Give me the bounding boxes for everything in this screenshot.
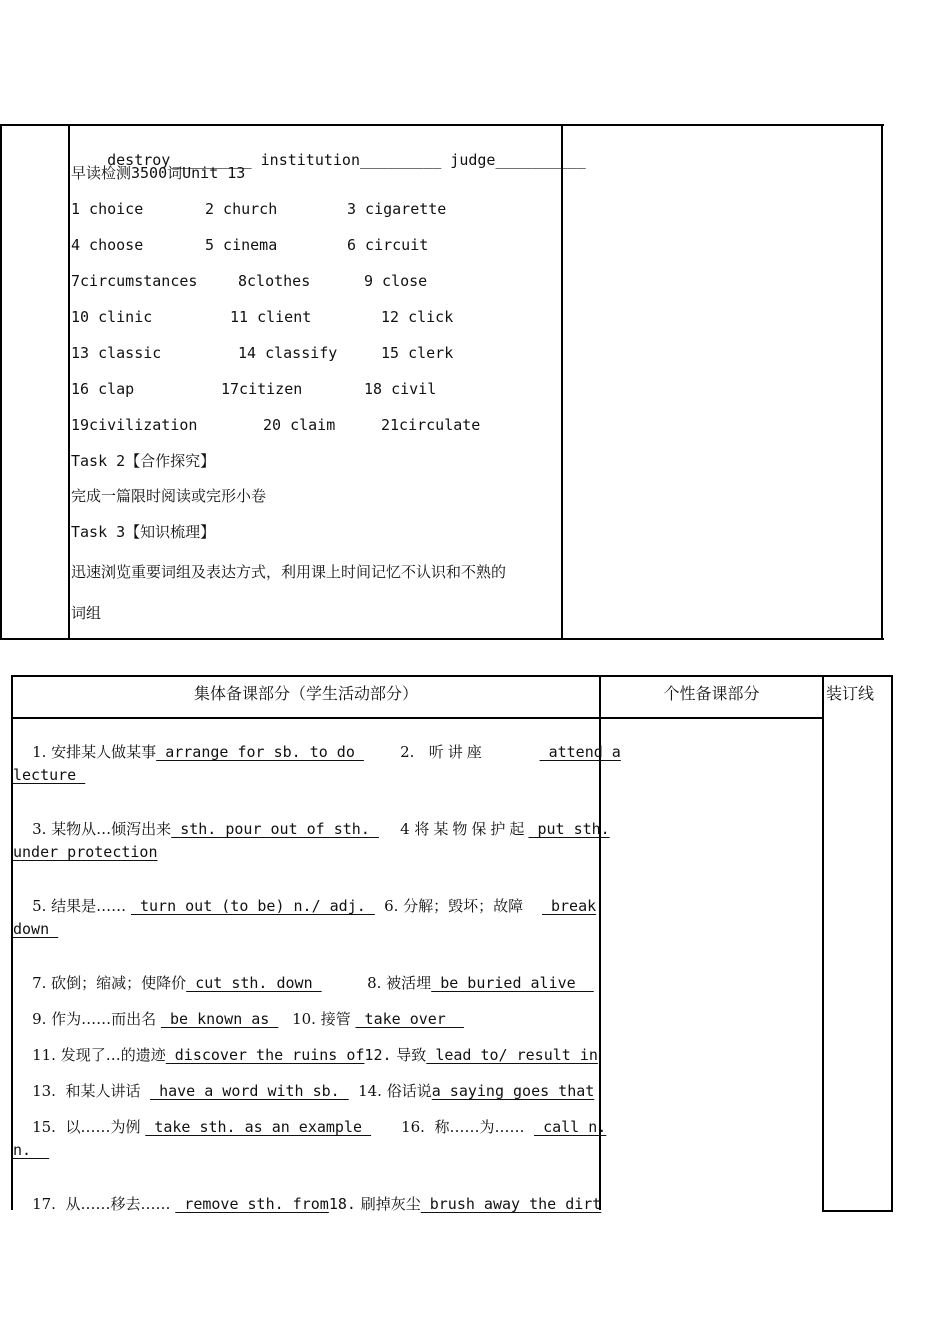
task3-title: Task 3【知识梳理】 [71,523,216,541]
item-chinese: 发现了…的遗迹 [60,1046,166,1064]
header-main: 集体备课部分（学生活动部分） [193,684,418,703]
phrase-continuation: down [13,920,59,938]
item-english: attend a [539,743,621,761]
item-number: 13. [32,1082,56,1100]
item-chinese: 安排某人做某事 [51,743,157,761]
item-number: 12. [364,1046,392,1064]
word-cell: 2 church [205,200,278,218]
word-cell: 10 clinic [71,308,153,326]
item-number: 9. [32,1010,47,1028]
word-cell: 12 click [381,308,454,326]
item-number: 11. [32,1046,56,1064]
item-english: have a word with sb. [150,1082,349,1100]
word-judge: judge [441,151,496,169]
item-number: 8. [367,974,382,992]
item-english: lead to/ result in [426,1046,598,1064]
item-chinese: 以……为例 [65,1118,141,1136]
header-binding: 装订线 [826,684,875,703]
item-chinese: 刷掉灰尘 [360,1195,421,1213]
phrase-row [13,1100,371,1154]
table1-border-right [881,124,883,640]
phrase-row [382,1100,606,1154]
word-destroy: destroy [107,151,171,169]
unit-line: 早读检测3500词Unit 13 [71,164,246,182]
word-cell: 9 close [364,272,428,290]
table2-divider-binding [822,675,824,1212]
task2-desc: 完成一篇限时阅读或完形小卷 [71,487,267,505]
phrase-continuation: lecture [13,766,86,784]
item-english: be known as [160,1010,279,1028]
item-chinese: 作为……而出名 [51,1010,157,1028]
word-cell: 6 circuit [347,236,429,254]
item-chinese: 某物从…倾泻出来 [51,820,172,838]
blank-judge: __________ [495,151,586,169]
task3-desc-line1: 迅速浏览重要词组及表达方式，利用课上时间记忆不认识和不熟的 [71,563,507,581]
phrase-row [13,1177,601,1231]
task3-desc-line2: 词组 [71,604,102,622]
item-number: 18. [328,1195,356,1213]
item-english: take sth. as an example [145,1118,372,1136]
word-cell: 1 choice [71,200,144,218]
word-cell: 14 classify [238,344,338,362]
item-chinese: 将某物保护起 [414,820,529,838]
blank-destroy: _________ [170,151,252,169]
phrase-row [365,879,596,933]
word-cell: 16 clap [71,380,135,398]
item-chinese: 砍倒；缩减；使降价 [51,974,187,992]
phrase-continuation: under protection [13,843,158,861]
word-cell: 15 clerk [381,344,454,362]
item-english: brush away the dirt [420,1195,602,1213]
word-cell: 20 claim [263,416,336,434]
item-english: be buried alive [431,974,594,992]
word-cell: 3 cigarette [347,200,447,218]
item-chinese: 分解；毁坏；故障 [403,897,524,915]
blank-institution: _________ [360,151,442,169]
item-english: sth. pour out of sth. [171,820,379,838]
item-number: 7. [32,974,47,992]
item-english: arrange for sb. to do [156,743,364,761]
word-cell: 7circumstances [71,272,198,290]
table2-border-right [891,675,893,1212]
item-english: cut sth. down [186,974,322,992]
item-english: turn out (to be) n./ adj. [130,897,375,915]
item-number: 6. [384,897,399,915]
header-personal: 个性备课部分 [663,684,760,703]
table1-border-left [0,124,2,640]
word-cell: 17citizen [221,380,303,398]
phrase-row [381,725,621,779]
phrase-continuation: n. [13,1141,50,1159]
table2-header-bottom [11,717,824,719]
item-number: 10. [292,1010,316,1028]
word-cell: 19civilization [71,416,198,434]
item-chinese: 导致 [396,1046,427,1064]
table1-border-top [0,124,884,126]
word-cell: 13 classic [71,344,162,362]
word-institution: institution [251,151,360,169]
item-number: 17. [32,1195,56,1213]
item-english: a saying goes that [431,1082,595,1100]
item-english: call n. [534,1118,607,1136]
item-chinese: 接管 [320,1010,351,1028]
item-english: discover the ruins of [165,1046,365,1064]
item-chinese: 俗话说 [386,1082,432,1100]
item-number: 14. [358,1082,382,1100]
item-english: remove sth. from [175,1195,329,1213]
item-english: take over [355,1010,464,1028]
item-chinese: 和某人讲话 [65,1082,141,1100]
task2-title: Task 2【合作探究】 [71,452,216,470]
word-cell: 18 civil [364,380,437,398]
item-chinese: 听讲座 [428,743,486,761]
item-number: 1. [32,743,47,761]
item-chinese: 结果是…… [51,897,127,915]
item-number: 5. [32,897,47,915]
table1-divider-2 [561,124,563,640]
table2-border-top [11,675,893,677]
word-cell: 5 cinema [205,236,278,254]
item-chinese: 称……为…… [434,1118,525,1136]
word-cell: 8clothes [238,272,311,290]
item-number: 15. [32,1118,56,1136]
table2-binding-bottom [822,1210,893,1212]
table1-border-bottom [0,638,884,640]
word-cell: 4 choose [71,236,144,254]
word-cell: 11 client [230,308,312,326]
item-english: put sth. [528,820,610,838]
word-cell: 21circulate [381,416,481,434]
item-english: break [541,897,597,915]
item-chinese: 从……移去…… [65,1195,171,1213]
table1-divider-1 [68,124,70,640]
item-number: 3. [32,820,47,838]
item-chinese: 被活埋 [386,974,432,992]
phrase-row [381,802,610,856]
item-number: 4 [400,820,410,838]
item-number: 16. [401,1118,425,1136]
phrase-row [13,879,375,933]
item-number: 2. [400,743,415,761]
